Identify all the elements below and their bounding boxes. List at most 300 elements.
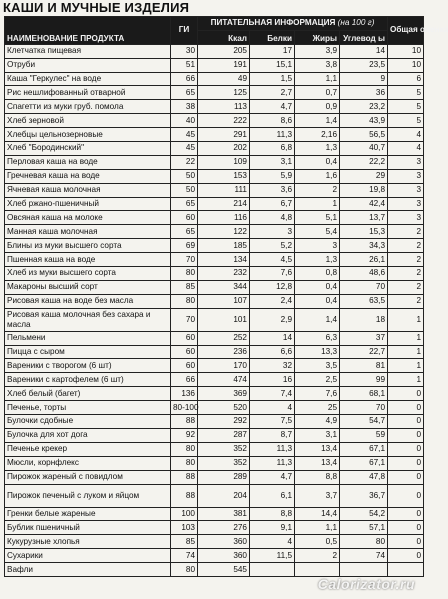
cell-gi: 88 [171,484,198,507]
cell-fat: 3,7 [295,484,340,507]
cell-carbs: 19,8 [340,183,388,197]
cell-fat: 7,6 [295,387,340,401]
cell-fat: 1,1 [295,72,340,86]
cell-protein: 8,6 [250,114,295,128]
cell-gi: 45 [171,142,198,156]
cell-kcal: 276 [198,521,250,535]
cell-gi: 74 [171,549,198,563]
cell-gi: 69 [171,239,198,253]
cell-gi: 60 [171,345,198,359]
cell-fat: 2 [295,549,340,563]
cell-gi: 50 [171,183,198,197]
cell-carbs: 54,2 [340,507,388,521]
cell-protein: 4 [250,401,295,415]
table-row [5,169,424,183]
cell-carbs: 70 [340,401,388,415]
cell-kcal: 474 [198,373,250,387]
cell-fat: 25 [295,401,340,415]
cell-fat: 1,4 [295,308,340,331]
table-row [5,442,424,456]
cell-gi: 66 [171,72,198,86]
cell-kcal: 381 [198,507,250,521]
cell-gi: 60 [171,359,198,373]
cell-protein [250,563,295,577]
cell-score: 0 [388,442,424,456]
cell-score: 3 [388,183,424,197]
cell-score: 2 [388,253,424,267]
cell-gi: 70 [171,308,198,331]
cell-carbs: 34,3 [340,239,388,253]
table-row [5,183,424,197]
cell-name: Сухарики [5,549,171,563]
cell-name: Блины из муки высшего сорта [5,239,171,253]
cell-score: 0 [388,535,424,549]
table-row [5,345,424,359]
cell-protein: 3,1 [250,155,295,169]
cell-carbs: 36,7 [340,484,388,507]
cell-name: Рис нешлифованный отварной [5,86,171,100]
cell-name: Хлеб зерновой [5,114,171,128]
cell-carbs: 23,2 [340,100,388,114]
column-header-protein: Белки [250,30,295,44]
cell-kcal: 289 [198,470,250,484]
cell-carbs: 36 [340,86,388,100]
cell-fat: 8,8 [295,470,340,484]
cell-score: 3 [388,211,424,225]
cell-kcal: 49 [198,72,250,86]
cell-kcal: 153 [198,169,250,183]
cell-protein: 4,8 [250,211,295,225]
cell-protein: 8,7 [250,428,295,442]
cell-carbs: 29 [340,169,388,183]
cell-protein: 11,3 [250,442,295,456]
cell-kcal: 134 [198,253,250,267]
cell-fat: 2,16 [295,128,340,142]
cell-protein: 4,5 [250,253,295,267]
cell-fat: 3,5 [295,359,340,373]
table-row [5,294,424,308]
table-body [5,44,424,576]
cell-carbs: 37 [340,331,388,345]
cell-kcal: 205 [198,44,250,58]
cell-fat: 5,4 [295,225,340,239]
cell-fat: 4,9 [295,415,340,429]
column-header-carbs: Углевод ы [340,30,388,44]
cell-name: Вареники с картофелем (6 шт) [5,373,171,387]
cell-protein: 14 [250,331,295,345]
cell-carbs: 15,3 [340,225,388,239]
cell-fat: 0,4 [295,155,340,169]
cell-gi: 65 [171,225,198,239]
cell-fat: 13,4 [295,442,340,456]
cell-score: 0 [388,507,424,521]
table-row [5,44,424,58]
cell-kcal: 232 [198,267,250,281]
cell-fat: 0,5 [295,535,340,549]
cell-name: Вареники с творогом (6 шт) [5,359,171,373]
cell-carbs: 67,1 [340,442,388,456]
cell-kcal: 291 [198,128,250,142]
cell-score: 0 [388,401,424,415]
cell-protein: 7,4 [250,387,295,401]
table-row [5,211,424,225]
cell-carbs: 42,4 [340,197,388,211]
cell-score: 0 [388,428,424,442]
cell-gi: 60 [171,331,198,345]
table-row [5,428,424,442]
cell-carbs: 68,1 [340,387,388,401]
cell-protein: 3 [250,225,295,239]
nutrition-label: ПИТАТЕЛЬНАЯ ИНФОРМАЦИЯ [210,18,336,28]
table-row [5,86,424,100]
cell-name: Хлеб "Бородинский" [5,142,171,156]
column-header-kcal: Ккал [198,30,250,44]
cell-gi: 30 [171,44,198,58]
cell-name: Вафли [5,563,171,577]
cell-kcal: 287 [198,428,250,442]
cell-name: Отруби [5,58,171,72]
table-row [5,100,424,114]
cell-name: Пельмени [5,331,171,345]
cell-gi: 80 [171,563,198,577]
cell-name: Печенье, торты [5,401,171,415]
cell-score: 3 [388,197,424,211]
cell-score: 3 [388,155,424,169]
cell-kcal: 360 [198,535,250,549]
cell-protein: 8,8 [250,507,295,521]
cell-kcal: 369 [198,387,250,401]
table-row [5,114,424,128]
cell-fat: 1,3 [295,142,340,156]
cell-kcal: 111 [198,183,250,197]
cell-carbs: 47,8 [340,470,388,484]
table-row [5,359,424,373]
cell-score: 0 [388,521,424,535]
cell-gi: 80 [171,442,198,456]
cell-fat: 3,9 [295,44,340,58]
column-header-nutrition [198,17,388,31]
cell-carbs: 22,2 [340,155,388,169]
cell-score: 2 [388,280,424,294]
column-header-name: НАИМЕНОВАНИЕ ПРОДУКТА [5,17,171,45]
table-row [5,563,424,577]
cell-protein: 2,4 [250,294,295,308]
cell-gi: 80 [171,456,198,470]
cell-carbs: 40,7 [340,142,388,156]
cell-carbs: 81 [340,359,388,373]
cell-kcal: 214 [198,197,250,211]
table-row [5,521,424,535]
cell-score: 3 [388,169,424,183]
cell-protein: 32 [250,359,295,373]
cell-fat: 2,5 [295,373,340,387]
cell-name: Спагетти из муки груб. помола [5,100,171,114]
cell-name: Макароны высший сорт [5,280,171,294]
cell-score: 1 [388,359,424,373]
cell-fat: 0,4 [295,280,340,294]
cell-kcal: 344 [198,280,250,294]
table-row [5,456,424,470]
cell-fat: 13,3 [295,345,340,359]
table-row [5,58,424,72]
cell-gi: 103 [171,521,198,535]
table-row [5,155,424,169]
cell-protein: 5,2 [250,239,295,253]
cell-protein: 4,7 [250,470,295,484]
cell-gi: 66 [171,373,198,387]
cell-kcal: 222 [198,114,250,128]
cell-carbs: 99 [340,373,388,387]
cell-score: 0 [388,549,424,563]
cell-fat: 0,8 [295,267,340,281]
table-row [5,197,424,211]
cell-gi: 51 [171,58,198,72]
cell-fat: 1,6 [295,169,340,183]
cell-carbs: 23,5 [340,58,388,72]
cell-kcal: 170 [198,359,250,373]
cell-fat [295,563,340,577]
cell-protein: 9,1 [250,521,295,535]
table-row [5,280,424,294]
cell-name: Гречневая каша на воде [5,169,171,183]
table-row [5,484,424,507]
cell-carbs: 18 [340,308,388,331]
cell-score: 2 [388,294,424,308]
cell-gi: 65 [171,197,198,211]
cell-score: 4 [388,128,424,142]
cell-protein: 6,6 [250,345,295,359]
cell-fat: 0,7 [295,86,340,100]
cell-gi: 22 [171,155,198,169]
cell-protein: 16 [250,373,295,387]
cell-carbs: 9 [340,72,388,86]
cell-protein: 11,5 [250,549,295,563]
cell-carbs [340,563,388,577]
cell-gi: 65 [171,86,198,100]
cell-name: Рисовая каша на воде без масла [5,294,171,308]
cell-protein: 12,8 [250,280,295,294]
cell-kcal: 185 [198,239,250,253]
cell-name: Ячневая каша молочная [5,183,171,197]
cell-name: Хлебцы цельнозерновые [5,128,171,142]
cell-name: Клетчатка пищевая [5,44,171,58]
cell-carbs: 54,7 [340,415,388,429]
cell-score: 1 [388,345,424,359]
cell-name: Пирожок печеный с луком и яйцом [5,484,171,507]
cell-name: Каша "Геркулес" на воде [5,72,171,86]
cell-fat: 2 [295,183,340,197]
cell-protein: 3,6 [250,183,295,197]
cell-fat: 1 [295,197,340,211]
cell-score: 10 [388,58,424,72]
cell-carbs: 63,5 [340,294,388,308]
cell-protein: 11,3 [250,456,295,470]
cell-name: Печенье крекер [5,442,171,456]
cell-carbs: 56,5 [340,128,388,142]
cell-protein: 6,1 [250,484,295,507]
cell-protein: 6,7 [250,197,295,211]
table-row [5,331,424,345]
cell-fat: 3,1 [295,428,340,442]
table-row [5,401,424,415]
cell-kcal: 122 [198,225,250,239]
cell-protein: 4 [250,535,295,549]
cell-fat: 1,3 [295,253,340,267]
table-row [5,387,424,401]
cell-name: Булочки сдобные [5,415,171,429]
cell-gi: 100 [171,507,198,521]
table-row [5,267,424,281]
cell-kcal: 545 [198,563,250,577]
table-row [5,239,424,253]
table-row [5,507,424,521]
cell-name: Овсяная каша на молоке [5,211,171,225]
cell-carbs: 74 [340,549,388,563]
nutrition-table [4,16,448,577]
cell-fat: 5,1 [295,211,340,225]
cell-carbs: 13,7 [340,211,388,225]
cell-gi: 92 [171,428,198,442]
cell-score: 1 [388,308,424,331]
cell-kcal: 520 [198,401,250,415]
cell-score: 0 [388,415,424,429]
cell-score: 5 [388,86,424,100]
cell-fat: 13,4 [295,456,340,470]
column-header-fat: Жиры [295,30,340,44]
cell-kcal: 202 [198,142,250,156]
cell-score: 5 [388,114,424,128]
table-row [5,549,424,563]
cell-kcal: 352 [198,456,250,470]
cell-gi: 38 [171,100,198,114]
cell-protein: 17 [250,44,295,58]
cell-carbs: 22,7 [340,345,388,359]
cell-carbs: 80 [340,535,388,549]
cell-score: 1 [388,373,424,387]
cell-kcal: 109 [198,155,250,169]
cell-carbs: 57,1 [340,521,388,535]
cell-name: Хлеб из муки высшего сорта [5,267,171,281]
table-row [5,142,424,156]
cell-score: 0 [388,484,424,507]
cell-protein: 15,1 [250,58,295,72]
table-row [5,225,424,239]
cell-carbs: 14 [340,44,388,58]
cell-score: 5 [388,100,424,114]
cell-kcal: 204 [198,484,250,507]
cell-kcal: 236 [198,345,250,359]
cell-kcal: 116 [198,211,250,225]
cell-score: 0 [388,387,424,401]
cell-fat: 1,1 [295,521,340,535]
cell-gi: 88 [171,470,198,484]
cell-gi: 70 [171,253,198,267]
cell-gi: 85 [171,280,198,294]
cell-protein: 7,6 [250,267,295,281]
cell-score: 0 [388,470,424,484]
cell-score: 2 [388,239,424,253]
cell-carbs: 43,9 [340,114,388,128]
cell-gi: 136 [171,387,198,401]
page-title: КАШИ И МУЧНЫЕ ИЗДЕЛИЯ [3,0,190,15]
column-header-score: Общая оценка [388,17,424,45]
cell-kcal: 292 [198,415,250,429]
cell-name: Пирожок жареный с повидлом [5,470,171,484]
cell-carbs: 70 [340,280,388,294]
cell-name: Мюсли, корнфлекс [5,456,171,470]
cell-name: Перловая каша на воде [5,155,171,169]
cell-name: Пицца с сыром [5,345,171,359]
cell-score: 2 [388,225,424,239]
table-row [5,470,424,484]
cell-score: 10 [388,44,424,58]
cell-carbs: 67,1 [340,456,388,470]
table-row [5,72,424,86]
table-row [5,535,424,549]
cell-kcal: 125 [198,86,250,100]
table-row [5,253,424,267]
cell-fat: 0,4 [295,294,340,308]
cell-gi: 80-100 [171,401,198,415]
cell-name: Гренки белые жареные [5,507,171,521]
cell-fat: 3,8 [295,58,340,72]
cell-gi: 80 [171,294,198,308]
cell-kcal: 107 [198,294,250,308]
cell-protein: 6,8 [250,142,295,156]
cell-gi: 85 [171,535,198,549]
cell-gi: 88 [171,415,198,429]
cell-name: Кукурузные хлопья [5,535,171,549]
table-row [5,373,424,387]
column-header-gi: ГИ [171,17,198,45]
watermark: Calorizator.ru [317,576,415,592]
cell-protein: 1,5 [250,72,295,86]
cell-kcal: 101 [198,308,250,331]
cell-gi: 80 [171,267,198,281]
cell-carbs: 48,6 [340,267,388,281]
cell-name: Манная каша молочная [5,225,171,239]
cell-score: 6 [388,72,424,86]
cell-name: Бублик пшеничный [5,521,171,535]
cell-fat: 0,9 [295,100,340,114]
cell-name: Рисовая каша молочная без сахара и масла [5,308,171,331]
cell-protein: 11,3 [250,128,295,142]
cell-protein: 4,7 [250,100,295,114]
cell-name: Булочка для хот дога [5,428,171,442]
cell-score: 0 [388,456,424,470]
cell-fat: 14,4 [295,507,340,521]
cell-fat: 1,4 [295,114,340,128]
table-row [5,308,424,331]
cell-gi: 50 [171,169,198,183]
cell-kcal: 191 [198,58,250,72]
cell-kcal: 352 [198,442,250,456]
cell-gi: 45 [171,128,198,142]
cell-protein: 5,9 [250,169,295,183]
cell-name: Пшенная каша на воде [5,253,171,267]
nutrition-unit: (на 100 г) [337,18,375,28]
table-row [5,415,424,429]
cell-fat: 6,3 [295,331,340,345]
cell-fat: 3 [295,239,340,253]
cell-score: 1 [388,331,424,345]
cell-score: 4 [388,142,424,156]
cell-kcal: 113 [198,100,250,114]
cell-protein: 7,5 [250,415,295,429]
cell-score: 2 [388,267,424,281]
cell-kcal: 252 [198,331,250,345]
cell-gi: 40 [171,114,198,128]
